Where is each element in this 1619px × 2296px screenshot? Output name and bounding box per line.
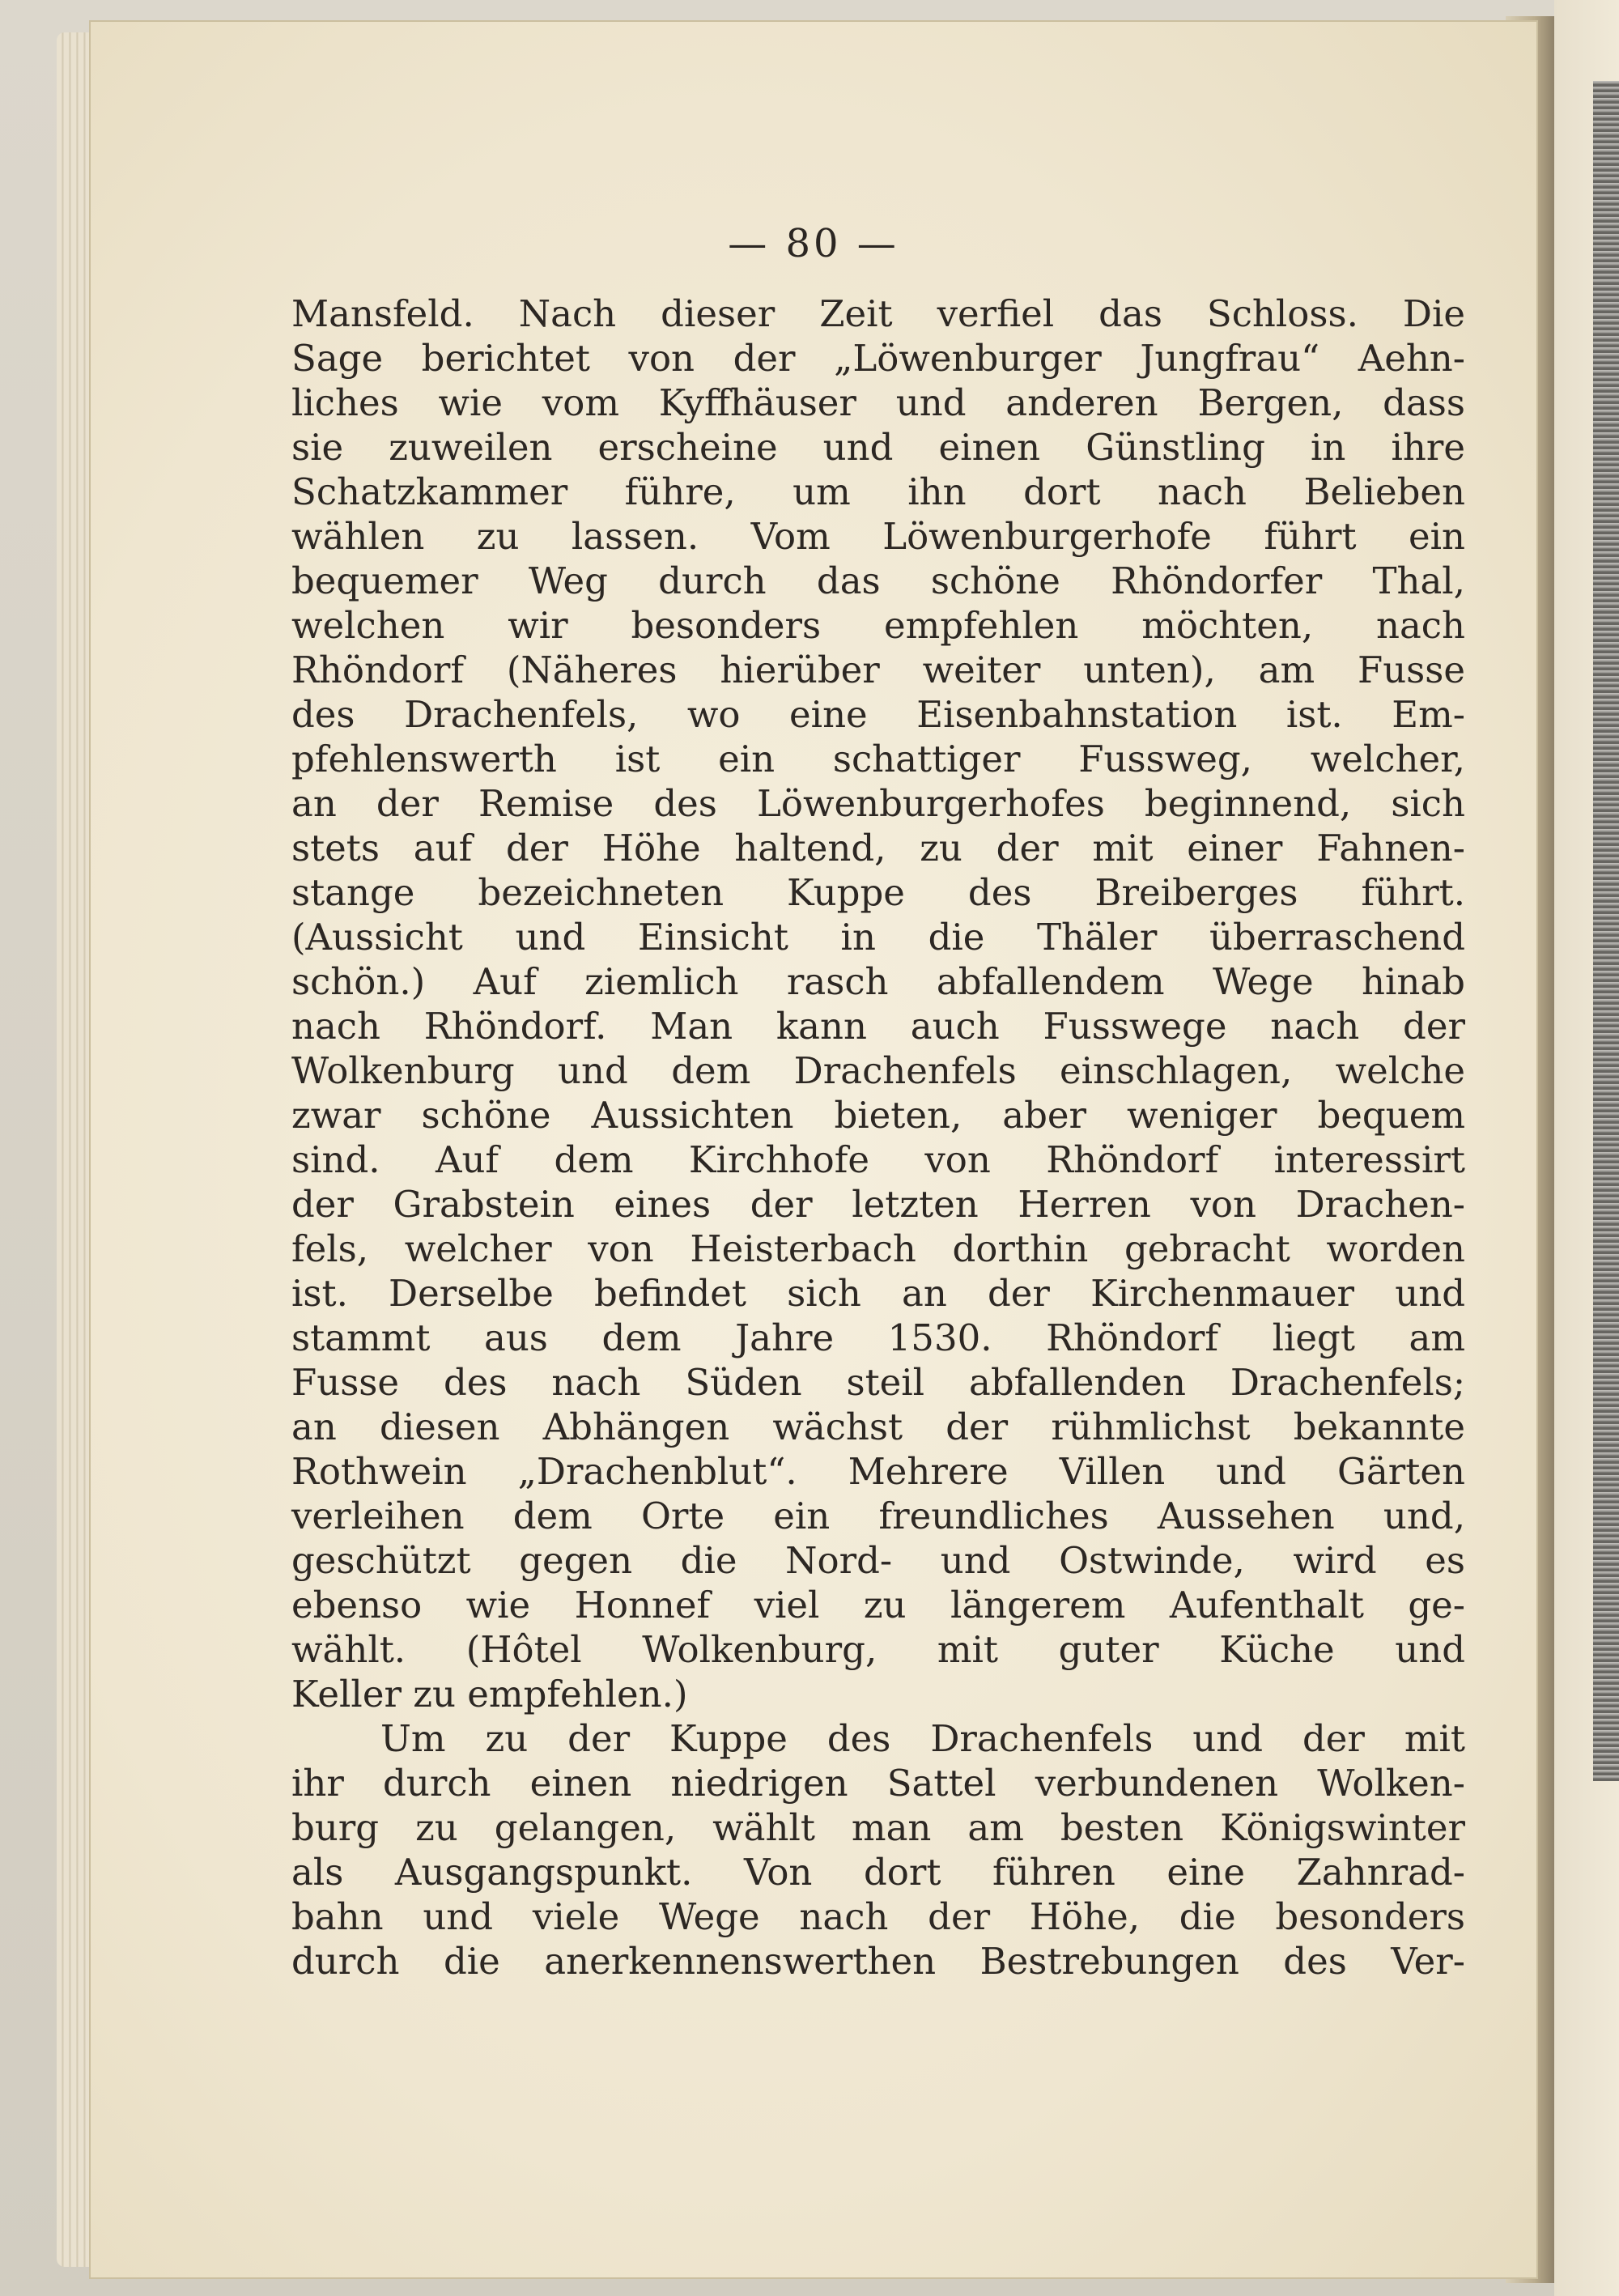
text-line: durch die anerkennenswerthen Bestrebungen des Ver- <box>291 1940 1465 1983</box>
text-line: (Aussicht und Einsicht in die Thäler überraschend <box>291 916 1465 959</box>
text-line: ebenso wie Honnef viel zu längerem Aufenthalt ge- <box>291 1584 1465 1626</box>
text-line: geschützt gegen die Nord- und Ostwinde, wird es <box>291 1539 1465 1582</box>
text-line: ist. Derselbe befindet sich an der Kirchenmauer und <box>291 1272 1465 1315</box>
text-line: Rothwein „Drachenblut“. Mehrere Villen und Gärten <box>291 1450 1465 1493</box>
text-line: liches wie vom Kyffhäuser und anderen Bergen, dass <box>291 381 1465 424</box>
text-line: Schatzkammer führe, um ihn dort nach Belieben <box>291 470 1465 513</box>
text-line: welchen wir besonders empfehlen möchten, nach <box>291 604 1465 647</box>
text-line: nach Rhöndorf. Man kann auch Fusswege nach der <box>291 1005 1465 1048</box>
text-line: der Grabstein eines der letzten Herren von Drachen- <box>291 1183 1465 1226</box>
text-line: bequemer Weg durch das schöne Rhöndorfer Thal, <box>291 559 1465 602</box>
facing-page-illustration <box>1593 81 1619 1781</box>
text-line: an der Remise des Löwenburgerhofes beginnend, sich <box>291 782 1465 825</box>
text-line: sie zuweilen erscheine und einen Günstling in ihre <box>291 426 1465 469</box>
text-line: bahn und viele Wege nach der Höhe, die besonders <box>291 1895 1465 1938</box>
text-line: schön.) Auf ziemlich rasch abfallendem Wege hinab <box>291 960 1465 1003</box>
text-line: wählen zu lassen. Vom Löwenburgerhofe führt ein <box>291 515 1465 558</box>
text-line: wählt. (Hôtel Wolkenburg, mit guter Küche und <box>291 1628 1465 1671</box>
text-line: an diesen Abhängen wächst der rühmlichst bekannte <box>291 1405 1465 1448</box>
text-line: sind. Auf dem Kirchhofe von Rhöndorf interessirt <box>291 1138 1465 1181</box>
text-line: verleihen dem Orte ein freundliches Aussehen und, <box>291 1495 1465 1537</box>
text-line: stets auf der Höhe haltend, zu der mit einer Fahnen- <box>291 827 1465 870</box>
text-line: Wolkenburg und dem Drachenfels einschlagen, welche <box>291 1049 1465 1092</box>
text-line: Fusse des nach Süden steil abfallenden Drachenfels; <box>291 1361 1465 1404</box>
text-line: ihr durch einen niedrigen Sattel verbundenen Wolken- <box>291 1762 1465 1805</box>
text-line: des Drachenfels, wo eine Eisenbahnstation ist. Em- <box>291 693 1465 736</box>
text-line: pfehlenswerth ist ein schattiger Fussweg, welcher, <box>291 738 1465 780</box>
text-line: als Ausgangspunkt. Von dort führen eine Zahnrad- <box>291 1851 1465 1894</box>
page-number: — 80 — <box>728 221 899 266</box>
text-line: stange bezeichneten Kuppe des Breiberges führt. <box>291 871 1465 914</box>
text-line: burg zu gelangen, wählt man am besten Königswinter <box>291 1806 1465 1849</box>
text-line: fels, welcher von Heisterbach dorthin gebracht worden <box>291 1227 1465 1270</box>
text-line: Keller zu empfehlen.) <box>291 1673 688 1716</box>
text-line: zwar schöne Aussichten bieten, aber weniger bequem <box>291 1094 1465 1137</box>
text-line: Sage berichtet von der „Löwenburger Jungfrau“ Aehn- <box>291 337 1465 380</box>
text-line: Um zu der Kuppe des Drachenfels und der mit <box>380 1717 1465 1760</box>
text-line: Mansfeld. Nach dieser Zeit verfiel das Schloss. Die <box>291 292 1465 335</box>
text-line: Rhöndorf (Näheres hierüber weiter unten), am Fusse <box>291 648 1465 691</box>
body-text <box>291 291 1465 1983</box>
text-line: stammt aus dem Jahre 1530. Rhöndorf liegt am <box>291 1316 1465 1359</box>
